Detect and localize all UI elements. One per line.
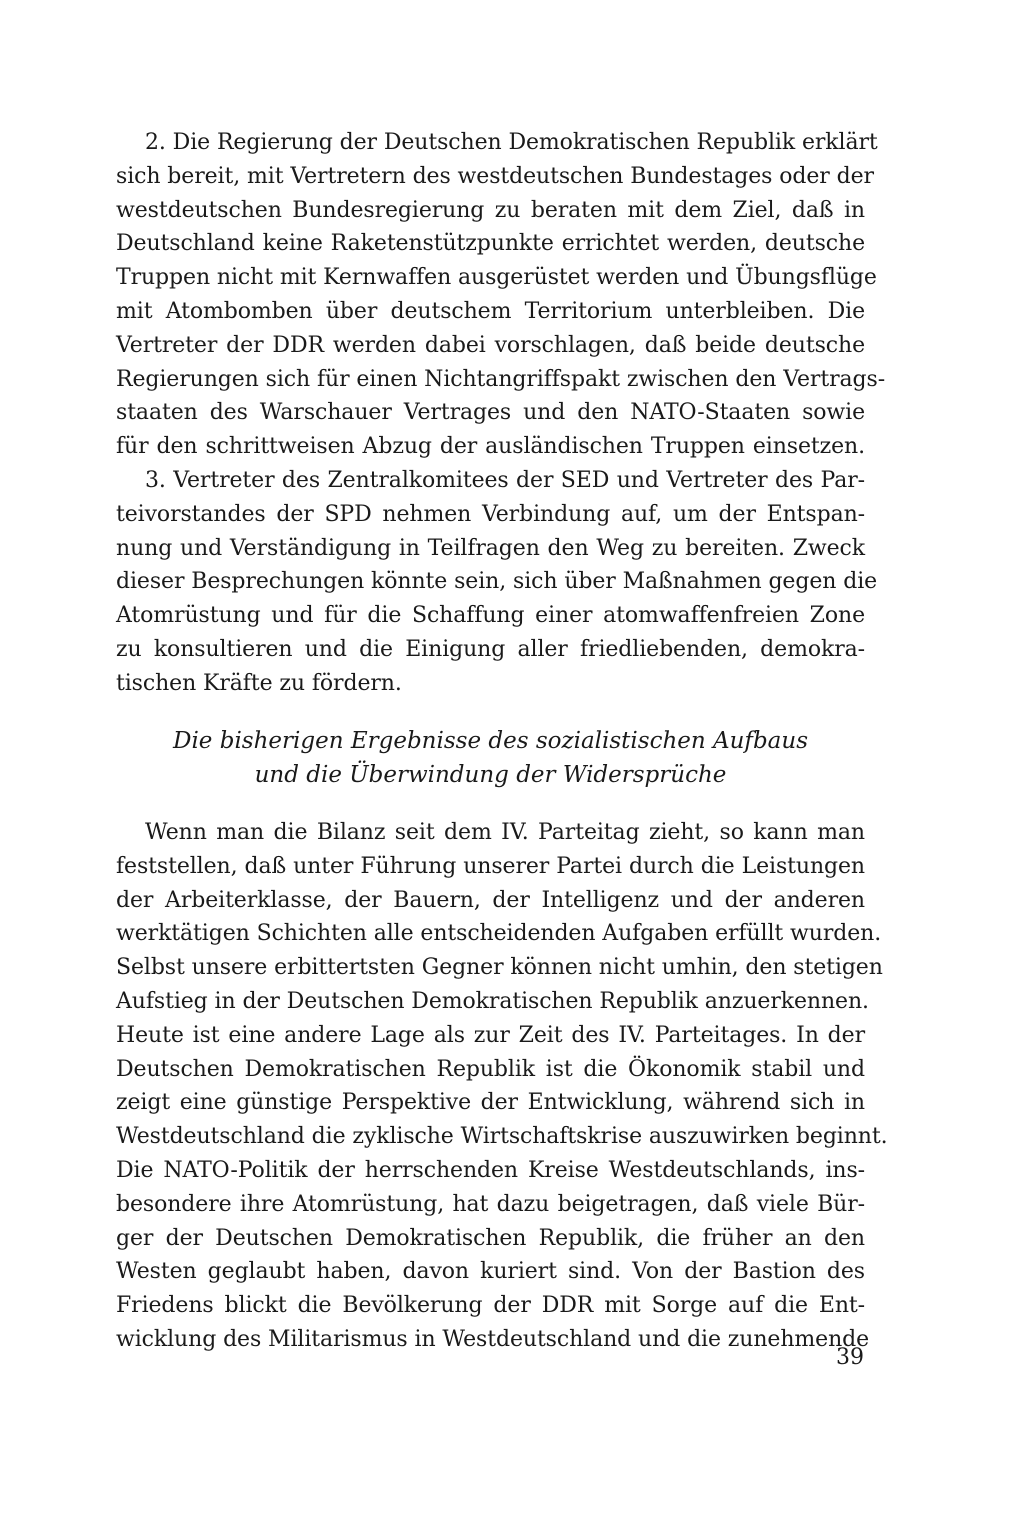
text-line: Deutschland keine Raketenstützpunkte errichtet werden, deutsche [116,231,865,257]
text-line: dieser Besprechungen könnte sein, sich über Maßnahmen gegen die [116,569,878,595]
text-line: besondere ihre Atomrüstung, hat dazu beigetragen, daß viele Bür- [116,1191,865,1217]
text-line: ger der Deutschen Demokratischen Republik, die früher an den [116,1225,865,1251]
text-line: nung und Verständigung in Teilfragen den Weg zu bereiten. Zweck [116,535,865,561]
text-line: Regierungen sich für einen Nichtangriffspakt zwischen den Vertrags- [116,366,886,392]
text-line: Friedens blickt die Bevölkerung der DDR mit Sorge auf die Ent- [116,1293,865,1319]
text-line: wicklung des Militarismus in Westdeutschland und die zunehmende [116,1326,870,1352]
text-line: zu konsultieren und die Einigung aller friedliebenden, demokra- [116,636,865,662]
text-line: der Arbeiterklasse, der Bauern, der Intelligenz und der anderen [116,887,865,913]
text-line: Selbst unsere erbittertsten Gegner können nicht umhin, den stetigen [116,955,883,981]
text-line: zeigt eine günstige Perspektive der Entwicklung, während sich in [116,1090,865,1116]
page-number: 39 [836,1345,864,1370]
text-line: tischen Kräfte zu fördern. [116,670,402,696]
text-line: für den schrittweisen Abzug der ausländischen Truppen einsetzen. [116,434,865,460]
text-line: Heute ist eine andere Lage als zur Zeit des IV. Parteitages. In der [116,1022,865,1048]
text-line: Vertreter der DDR werden dabei vorschlagen, daß beide deutsche [116,332,865,358]
text-line: Die NATO-Politik der herrschenden Kreise Westdeutschlands, ins- [116,1157,865,1183]
text-line: staaten des Warschauer Vertrages und den NATO-Staaten sowie [116,400,865,426]
text-line: 2. Die Regierung der Deutschen Demokratischen Republik erklärt [145,130,878,155]
text-line: Wenn man die Bilanz seit dem IV. Parteitag zieht, so kann man [145,820,865,845]
text-line: Westen geglaubt haben, davon kuriert sind. Von der Bastion des [116,1259,865,1285]
text-line: Deutschen Demokratischen Republik ist die Ökonomik stabil und [116,1056,865,1082]
heading-line: und die Überwindung der Widersprüche [254,762,727,788]
text-line: teivorstandes der SPD nehmen Verbindung auf, um der Entspan- [116,501,865,527]
text-line: sich bereit, mit Vertretern des westdeutschen Bundestages oder der [116,163,874,189]
text-line: Westdeutschland die zyklische Wirtschaftskrise auszuwirken beginnt. [116,1124,888,1150]
text-line: werktätigen Schichten alle entscheidenden Aufgaben erfüllt wurden. [116,921,882,947]
heading-line: Die bisherigen Ergebnisse des sozialistischen Aufbaus [173,728,808,754]
text-line: feststellen, daß unter Führung unserer Partei durch die Leistungen [116,853,865,879]
text-line: 3. Vertreter des Zentralkomitees der SED und Vertreter des Par- [145,468,865,493]
paragraph-point-2 [116,126,886,464]
section-heading [116,724,865,792]
text-line: Truppen nicht mit Kernwaffen ausgerüstet werden und Übungsflüge [116,265,877,291]
paragraph-point-3 [116,464,878,701]
text-line: mit Atombomben über deutschem Territorium unterbleiben. Die [116,298,865,324]
text-line: Aufstieg in der Deutschen Demokratischen Republik anzuerkennen. [116,988,869,1014]
text-line: Atomrüstung und für die Schaffung einer atomwaffenfreien Zone [116,603,865,629]
text-line: westdeutschen Bundesregierung zu beraten mit dem Ziel, daß in [116,197,865,223]
paragraph-body [116,816,888,1357]
